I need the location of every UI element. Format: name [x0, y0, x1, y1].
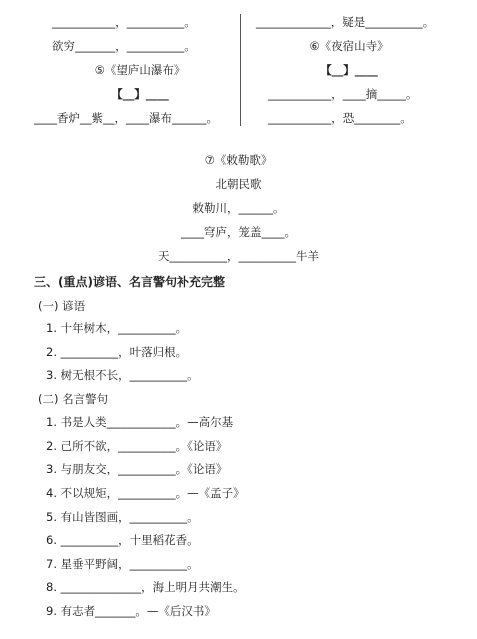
poem-7-line-3: 天__________，__________牛羊 [158, 249, 319, 263]
proverb-item: 1. 十年树木，__________。 [46, 321, 188, 335]
poem-7-author: 北朝民歌 [215, 177, 262, 191]
quote-item: 8. ______________，海上明月共潮生。 [46, 580, 245, 594]
quote-item: 9. 有志者_______。—《后汉书》 [46, 604, 216, 618]
right-poem-line-1: _____________，疑是__________。 [256, 15, 435, 29]
left-poem-line-2: 欲穷_______，__________。 [52, 39, 196, 53]
quote-item: 2. 己所不欲，__________。《论语》 [46, 439, 228, 453]
quote-item: 7. 星垂平野阔，__________。 [46, 557, 199, 571]
quote-item: 4. 不以规矩，__________。—《孟子》 [46, 486, 245, 500]
quote-item: 1. 书是人类____________。—高尔基 [46, 415, 234, 429]
column-divider [240, 14, 241, 126]
quote-item: 3. 与朋友交，__________。《论语》 [46, 462, 228, 476]
left-poem-line-3: ____香炉__紫__，____瀑布______。 [34, 111, 218, 125]
poem-6-author: 【__】____ [320, 63, 378, 77]
poem-5-author: 【__】____ [111, 87, 169, 101]
poem-6-title: ⑥《夜宿山寺》 [309, 39, 389, 53]
proverb-item: 3. 树无根不长，__________。 [46, 368, 199, 382]
proverb-item: 2. __________，叶落归根。 [46, 345, 188, 359]
poem-5-title: ⑤《望庐山瀑布》 [94, 63, 186, 77]
poem-7-line-1: 敕勒川，______。 [192, 201, 285, 215]
quotes-subheading: (二) 名言警句 [38, 392, 109, 406]
right-poem-line-2: ___________，____摘_____。 [268, 87, 418, 101]
right-poem-line-3: ___________，恐________。 [268, 111, 412, 125]
quote-item: 6. __________，十里稻花香。 [46, 533, 199, 547]
section-3-heading: 三、(重点)谚语、名言警句补充完整 [34, 275, 225, 289]
poem-7-title: ⑦《敕勒歌》 [204, 153, 273, 167]
left-poem-line-1: ___________，__________。 [52, 15, 196, 29]
proverbs-subheading: (一) 谚语 [38, 299, 86, 313]
quote-item: 5. 有山皆图画，__________。 [46, 510, 199, 524]
poem-7-line-2: ____穹庐，笼盖____。 [181, 225, 296, 239]
